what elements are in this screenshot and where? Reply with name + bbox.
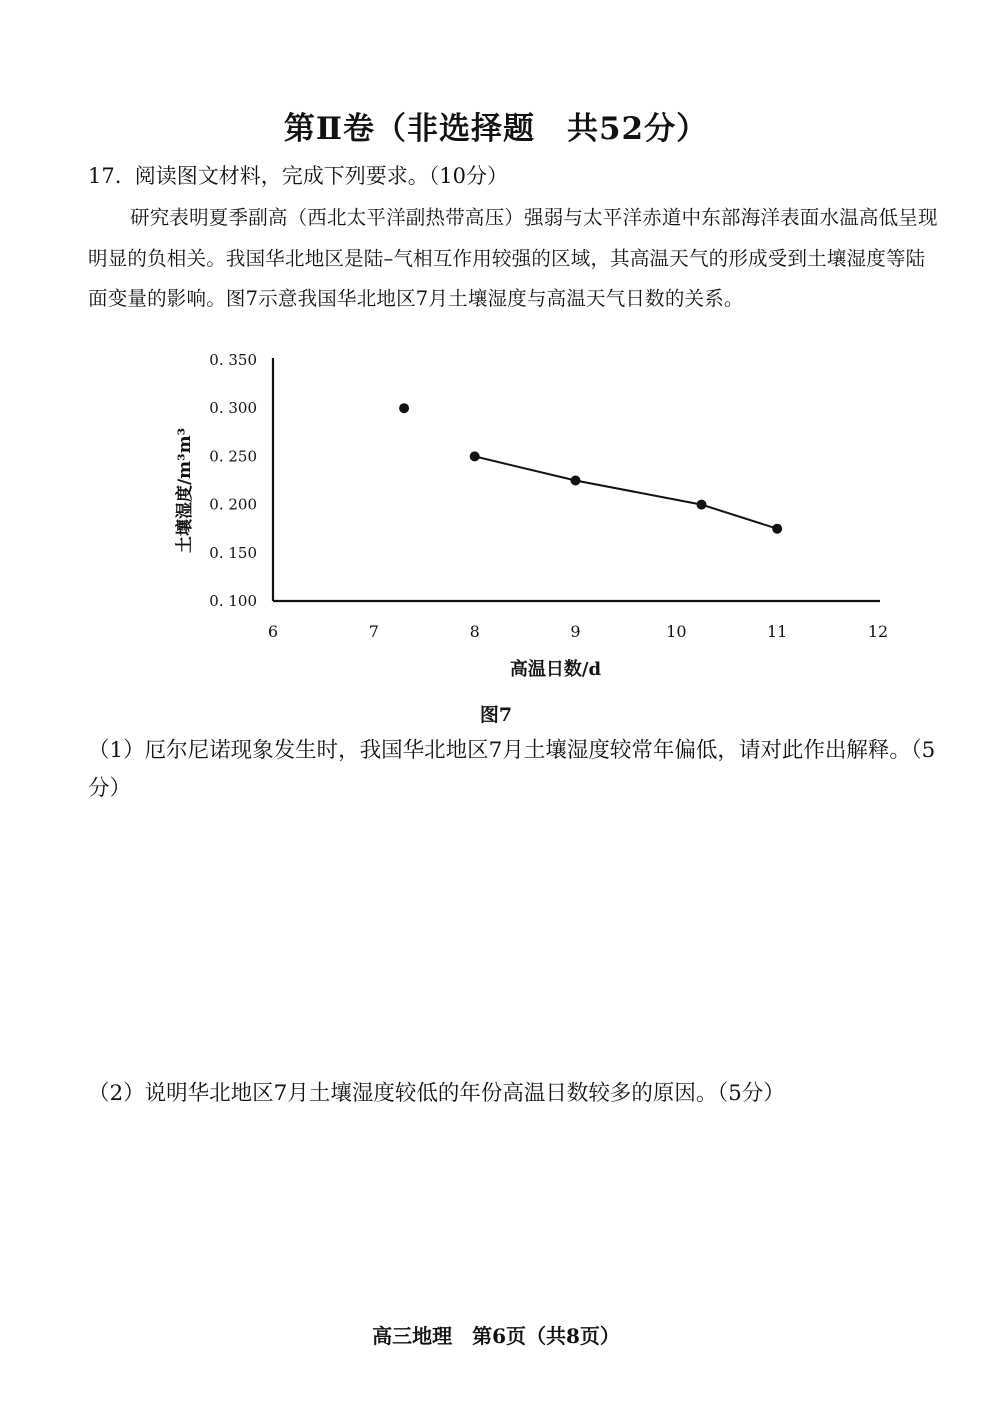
sub-question-1: （1）厄尔尼诺现象发生时，我国华北地区7月土壤湿度较常年偏低，请对此作出解释。（5分） (88, 738, 936, 801)
figure-caption: 图7 (479, 704, 513, 726)
x-tick-label: 10 (666, 622, 687, 641)
y-tick-label: 0. 250 (209, 447, 257, 466)
material-paragraph: 研究表明夏季副高（西北太平洋副热带高压）强弱与太平洋赤道中东部海洋表面水温高低呈现明显的负相关。我国华北地区是陆–气相互作用较强的区域，其高温天气的形成受到土壤湿度等陆面变量的影响。图7示意我国华北地区7月土壤湿度与高温天气日数的关系。 (88, 206, 938, 310)
data-point (571, 476, 581, 486)
x-tick-label: 9 (570, 622, 581, 641)
data-point (772, 524, 782, 534)
page-footer: 高三地理 第6页（共8页） (372, 1324, 620, 1348)
x-tick-label: 12 (867, 622, 889, 641)
y-tick-label: 0. 350 (209, 351, 257, 369)
question-number: 17. (88, 164, 122, 188)
x-tick-label: 6 (267, 622, 279, 641)
question-header (88, 160, 508, 190)
x-tick-label: 8 (469, 622, 480, 641)
x-tick-label: 11 (766, 622, 788, 641)
x-axis-label: 高温日数/d (509, 659, 602, 680)
y-tick-label: 0. 200 (209, 495, 257, 514)
soil-moisture-chart (160, 345, 920, 695)
y-axis-label: 土壤湿度/m³m³ (175, 427, 195, 554)
y-tick-label: 0. 150 (209, 543, 257, 562)
y-tick-label: 0. 300 (209, 399, 257, 418)
y-tick-label: 0. 100 (209, 592, 257, 610)
series-line (475, 456, 778, 528)
data-point (697, 500, 707, 510)
data-point (470, 451, 480, 461)
x-tick-label: 7 (368, 622, 379, 641)
question-instruction: 阅读图文材料，完成下列要求。（10分） (134, 164, 508, 188)
data-point (399, 403, 409, 413)
sub-question-2: （2）说明华北地区7月土壤湿度较低的年份高温日数较多的原因。（5分） (88, 1081, 785, 1106)
section-title: 第Ⅱ卷（非选择题 共52分） (283, 111, 709, 147)
